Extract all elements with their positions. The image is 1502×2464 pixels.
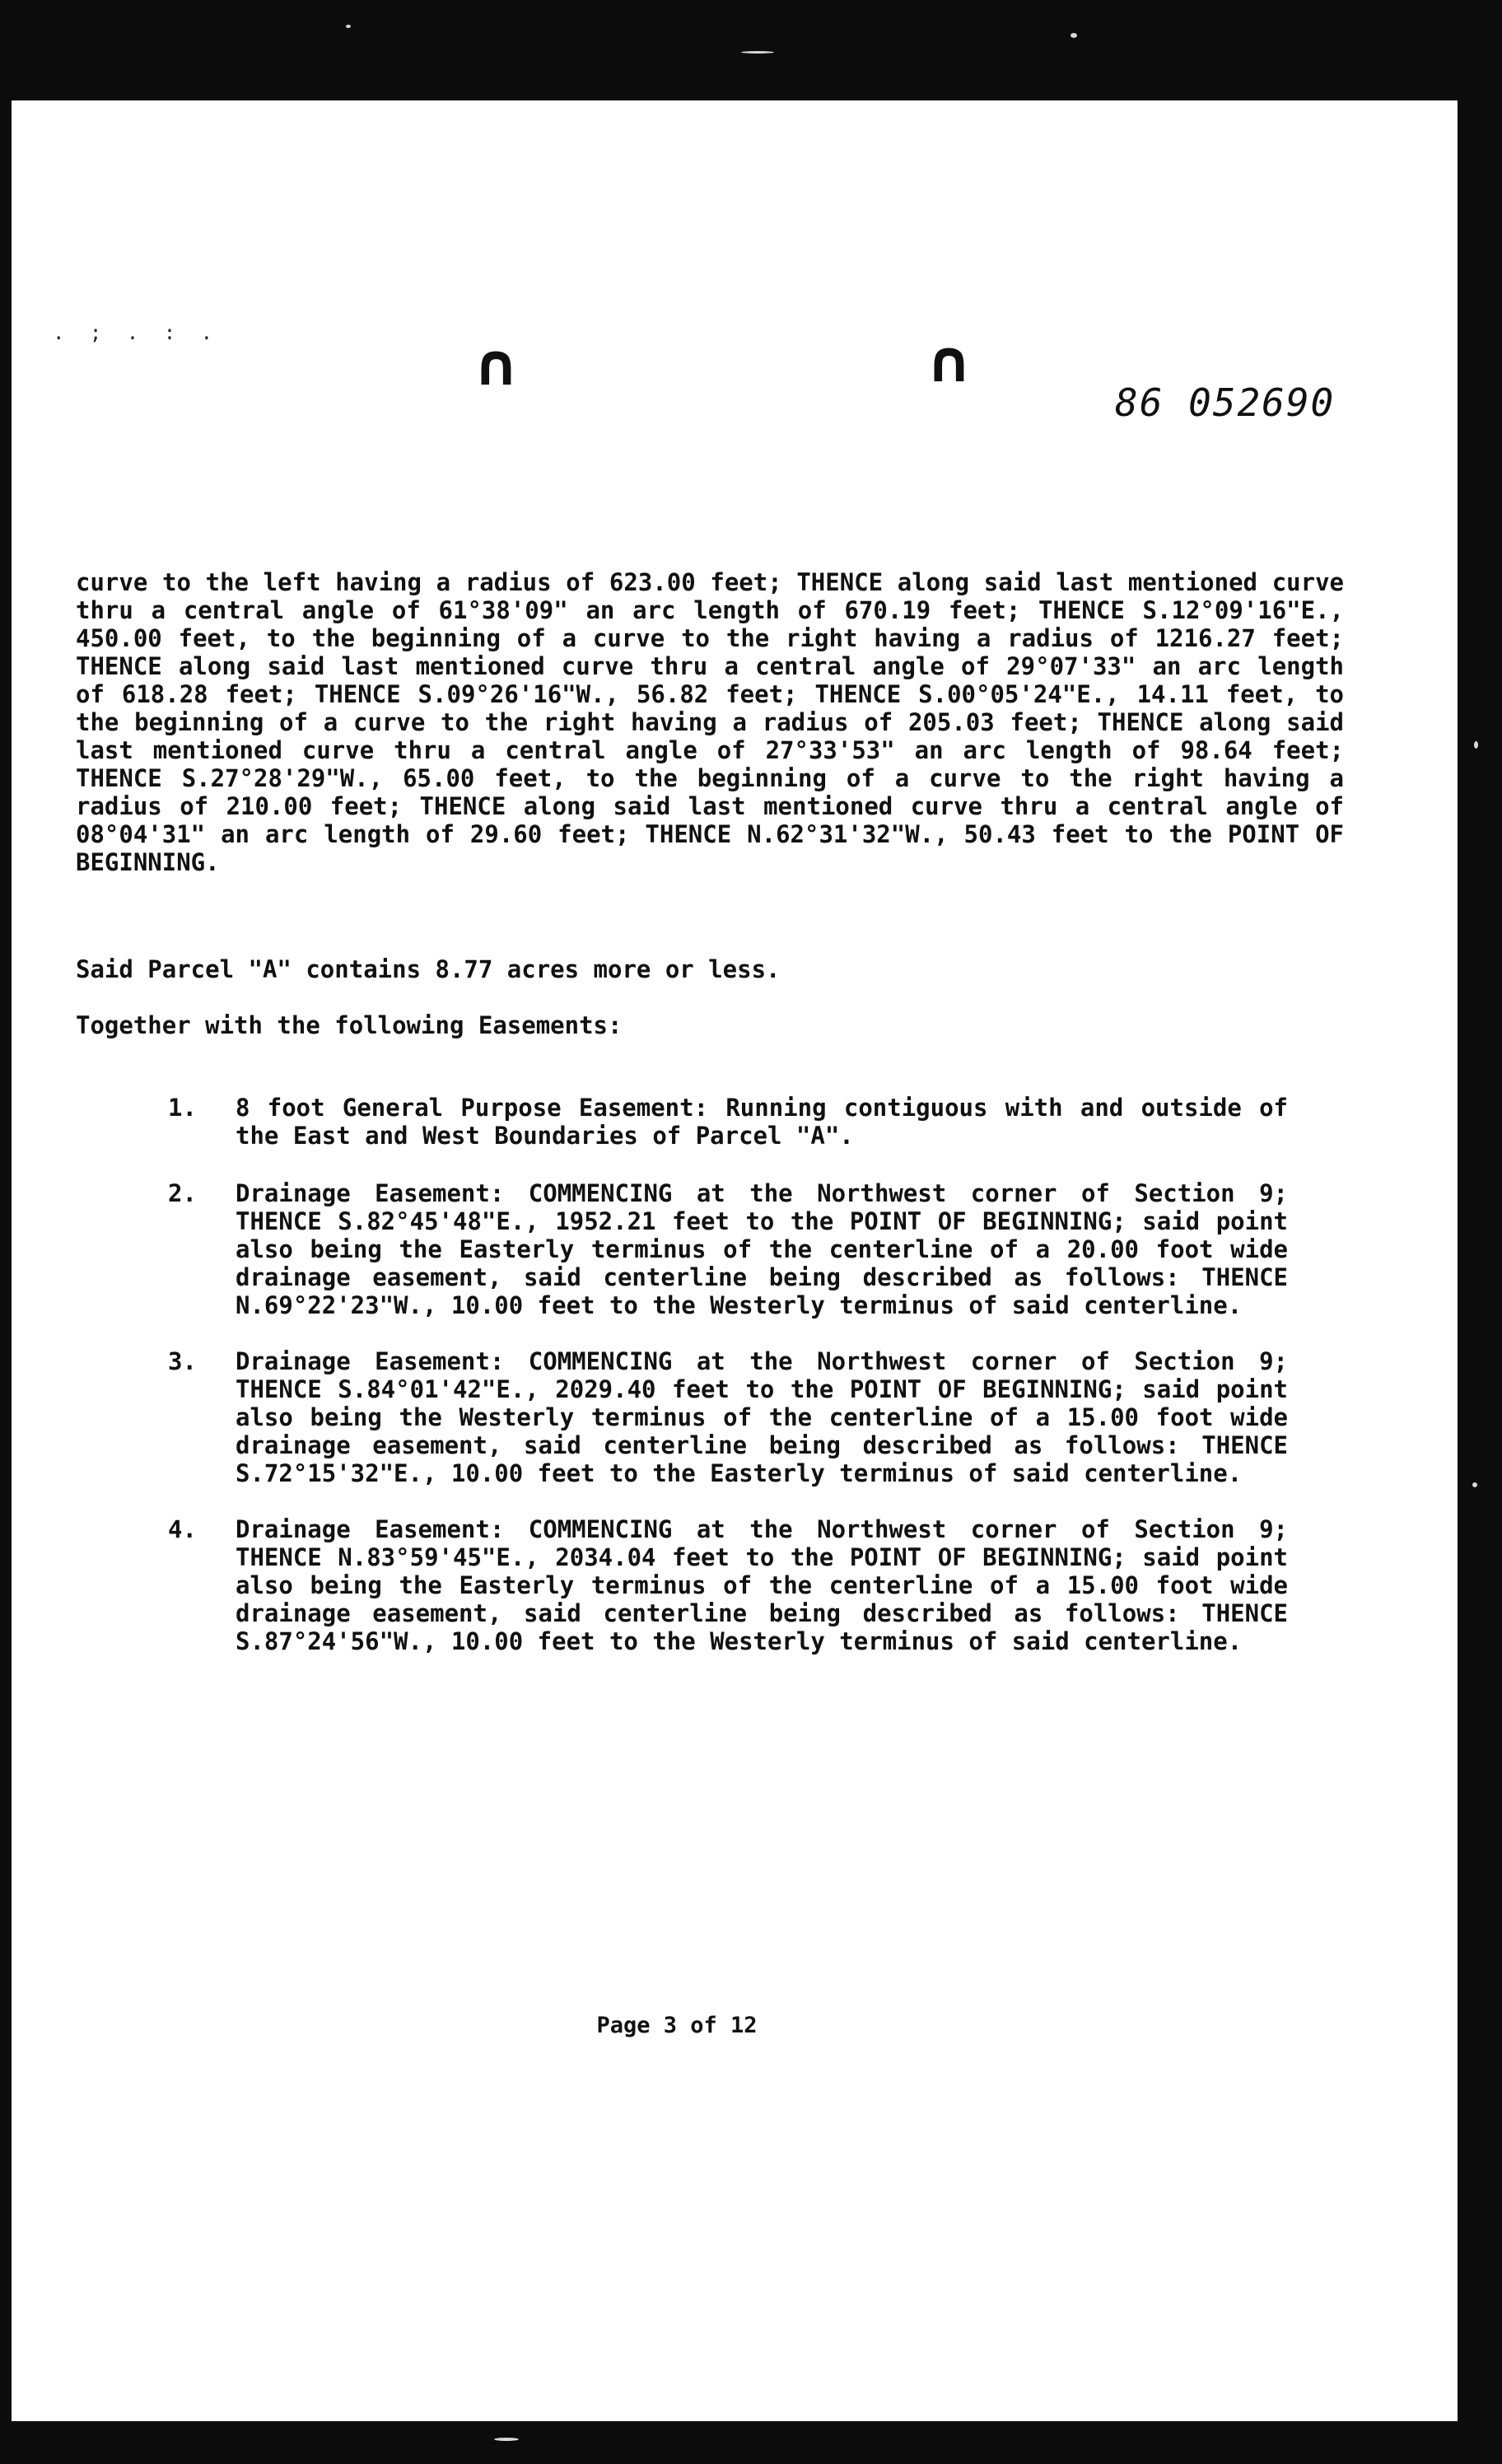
easement-number: 1. <box>168 1094 197 1122</box>
scan-speck <box>741 51 774 54</box>
recording-number: 86 052690 <box>1115 380 1336 425</box>
easements-intro: Together with the following Easements: <box>76 1011 623 1039</box>
page-footer <box>12 2013 1458 2038</box>
document-page <box>12 100 1458 2421</box>
easement-text: Drainage Easement: COMMENCING at the Northwest corner of Section 9; THENCE N.83°59'45"E., 2034.04 feet to the POINT OF BEGINNING; said point also being the Easterly terminus of the centerline of a 15.00 foot wide drainage easement, said centerline being described as follows: THENCE S.87°24'56"W., 10.00 feet to the Westerly terminus of said centerline. <box>236 1515 1288 1655</box>
parcel-acreage-statement: Said Parcel "A" contains 8.77 acres more or less. <box>76 955 781 983</box>
easement-item <box>168 1094 1288 1150</box>
scan-speck <box>494 2438 519 2441</box>
punch-hole-mark: ∩ <box>926 328 973 395</box>
corner-marks: . ; . : . <box>53 321 220 344</box>
easement-text: 8 foot General Purpose Easement: Running contiguous with and outside of the East and West Boundaries of Parcel "A". <box>236 1094 1288 1150</box>
easement-text: Drainage Easement: COMMENCING at the Northwest corner of Section 9; THENCE S.82°45'48"E., 1952.21 feet to the POINT OF BEGINNING; said point also being the Easterly terminus of the centerline of a 20.00 foot wide drainage easement, said centerline being described as follows: THENCE N.69°22'23"W., 10.00 feet to the Westerly terminus of said centerline. <box>236 1179 1288 1319</box>
easement-list <box>168 1094 1288 1655</box>
easement-item <box>168 1515 1288 1655</box>
easement-item <box>168 1347 1288 1487</box>
legal-description-continuation: curve to the left having a radius of 623.00 feet; THENCE along said last mentioned curve thru a central angle of 61°38'09" an arc length of 670.19 feet; THENCE S.12°09'16"E., 450.00 feet, to the beginning of a curve to the right having a radius of 1216.27 feet; THENCE along said last mentioned curve thru a central angle of 29°07'33" an arc length of 618.28 feet; THENCE S.09°26'16"W., 56.82 feet; THENCE S.00°05'24"E., 14.11 feet, to the beginning of a curve to the right having a radius of 205.03 feet; THENCE along said last mentioned curve thru a central angle of 27°33'53" an arc length of 98.64 feet; THENCE S.27°28'29"W., 65.00 feet, to the beginning of a curve to the right having a radius of 210.00 feet; THENCE along said last mentioned curve thru a central angle of 08°04'31" an arc length of 29.60 feet; THENCE N.62°31'32"W., 50.43 feet to the POINT OF BEGINNING. <box>76 568 1344 876</box>
scan-speck <box>346 25 351 28</box>
scan-speck <box>1474 741 1478 749</box>
easement-number: 3. <box>168 1347 197 1375</box>
scan-speck <box>1472 1482 1477 1487</box>
punch-hole-mark: ∩ <box>473 331 520 399</box>
easement-text: Drainage Easement: COMMENCING at the Northwest corner of Section 9; THENCE S.84°01'42"E., 2029.40 feet to the POINT OF BEGINNING; said point also being the Westerly terminus of the centerline of a 15.00 foot wide drainage easement, said centerline being described as follows: THENCE S.72°15'32"E., 10.00 feet to the Easterly terminus of said centerline. <box>236 1347 1288 1487</box>
page-number: Page 3 of 12 <box>596 2013 758 2038</box>
easement-number: 4. <box>168 1515 197 1543</box>
easement-item <box>168 1179 1288 1319</box>
easement-number: 2. <box>168 1179 197 1207</box>
scan-speck <box>1071 33 1077 38</box>
